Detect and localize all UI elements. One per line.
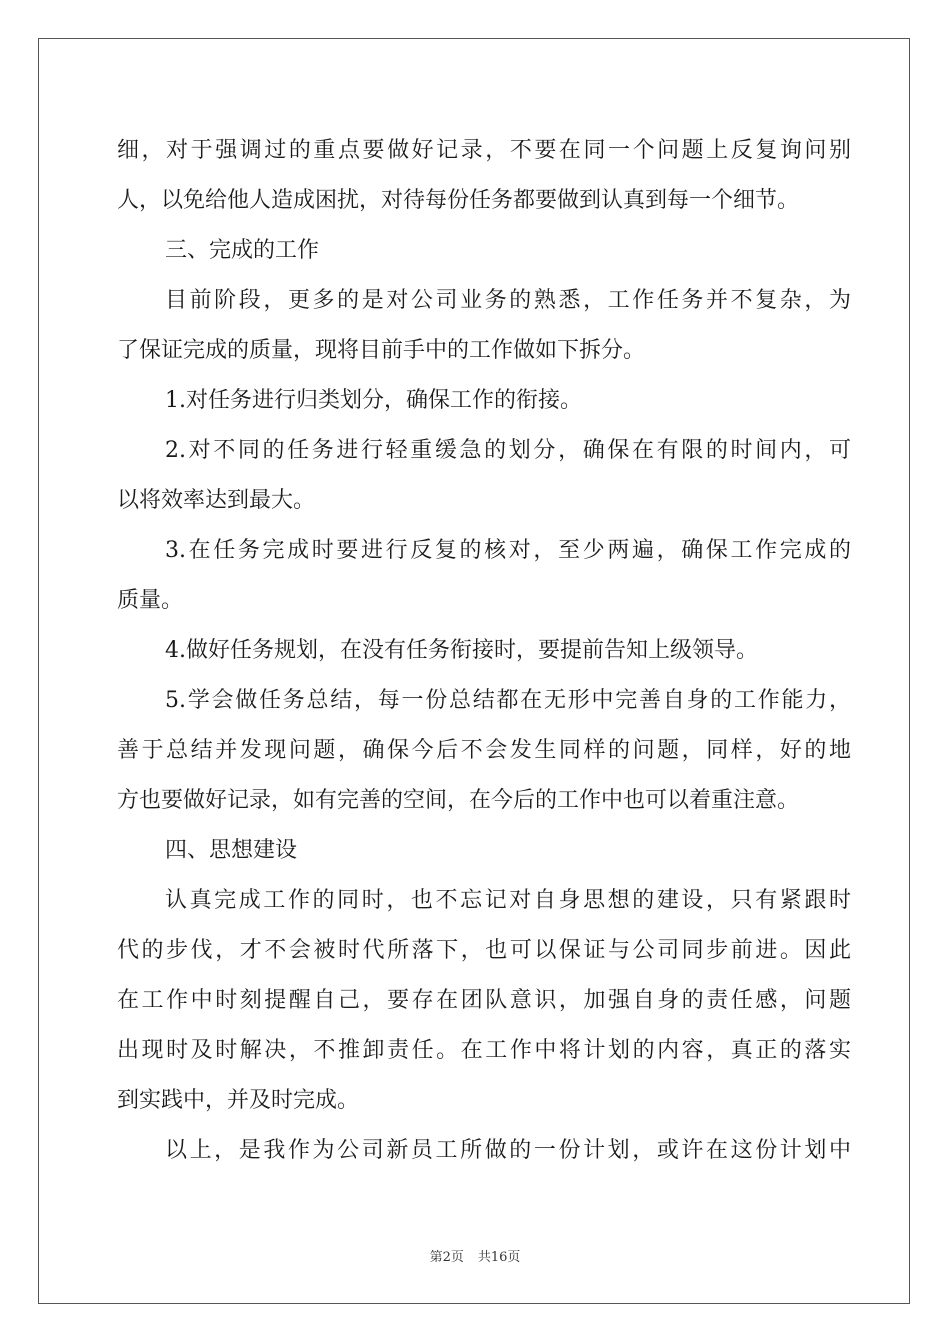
text-line: 人，以免给他人造成困扰，对待每份任务都要做到认真到每一个细节。 xyxy=(117,188,800,213)
text-line: 方也要做好记录，如有完善的空间，在今后的工作中也可以着重注意。 xyxy=(117,788,800,813)
text-line: 质量。 xyxy=(117,588,184,613)
text-line: 在工作中时刻提醒自己，要存在团队意识，加强自身的责任感，问题 xyxy=(117,988,851,1013)
text-line: 了保证完成的质量，现将目前手中的工作做如下拆分。 xyxy=(117,338,646,363)
text-line: 到实践中，并及时完成。 xyxy=(117,1088,360,1113)
list-item: 4.做好任务规划，在没有任务衔接时，要提前告知上级领导。 xyxy=(165,638,758,663)
text-line: 善于总结并发现问题，确保今后不会发生同样的问题，同样，好的地 xyxy=(117,738,851,763)
list-item: 2.对不同的任务进行轻重缓急的划分，确保在有限的时间内，可 xyxy=(165,438,851,463)
list-item: 5.学会做任务总结，每一份总结都在无形中完善自身的工作能力， xyxy=(165,688,851,713)
page-footer xyxy=(0,1246,950,1265)
text-line: 代的步伐，才不会被时代所落下，也可以保证与公司同步前进。因此 xyxy=(117,938,851,963)
text-line: 细，对于强调过的重点要做好记录，不要在同一个问题上反复询问别 xyxy=(117,138,851,163)
document-body xyxy=(117,126,851,1176)
page-total: 共16页 xyxy=(477,1250,521,1265)
text-line: 认真完成工作的同时，也不忘记对自身思想的建设，只有紧跟时 xyxy=(165,888,851,913)
text-line: 以将效率达到最大。 xyxy=(117,488,316,513)
page-number: 第2页 xyxy=(429,1250,464,1265)
section-heading: 三、完成的工作 xyxy=(165,238,320,263)
text-line: 目前阶段，更多的是对公司业务的熟悉，工作任务并不复杂，为 xyxy=(165,288,851,313)
text-line: 出现时及时解决，不推卸责任。在工作中将计划的内容，真正的落实 xyxy=(117,1038,851,1063)
section-heading: 四、思想建设 xyxy=(165,838,298,863)
text-line: 以上，是我作为公司新员工所做的一份计划，或许在这份计划中 xyxy=(165,1138,851,1163)
list-item: 3.在任务完成时要进行反复的核对，至少两遍，确保工作完成的 xyxy=(165,538,851,563)
list-item: 1.对任务进行归类划分，确保工作的衔接。 xyxy=(165,388,582,413)
